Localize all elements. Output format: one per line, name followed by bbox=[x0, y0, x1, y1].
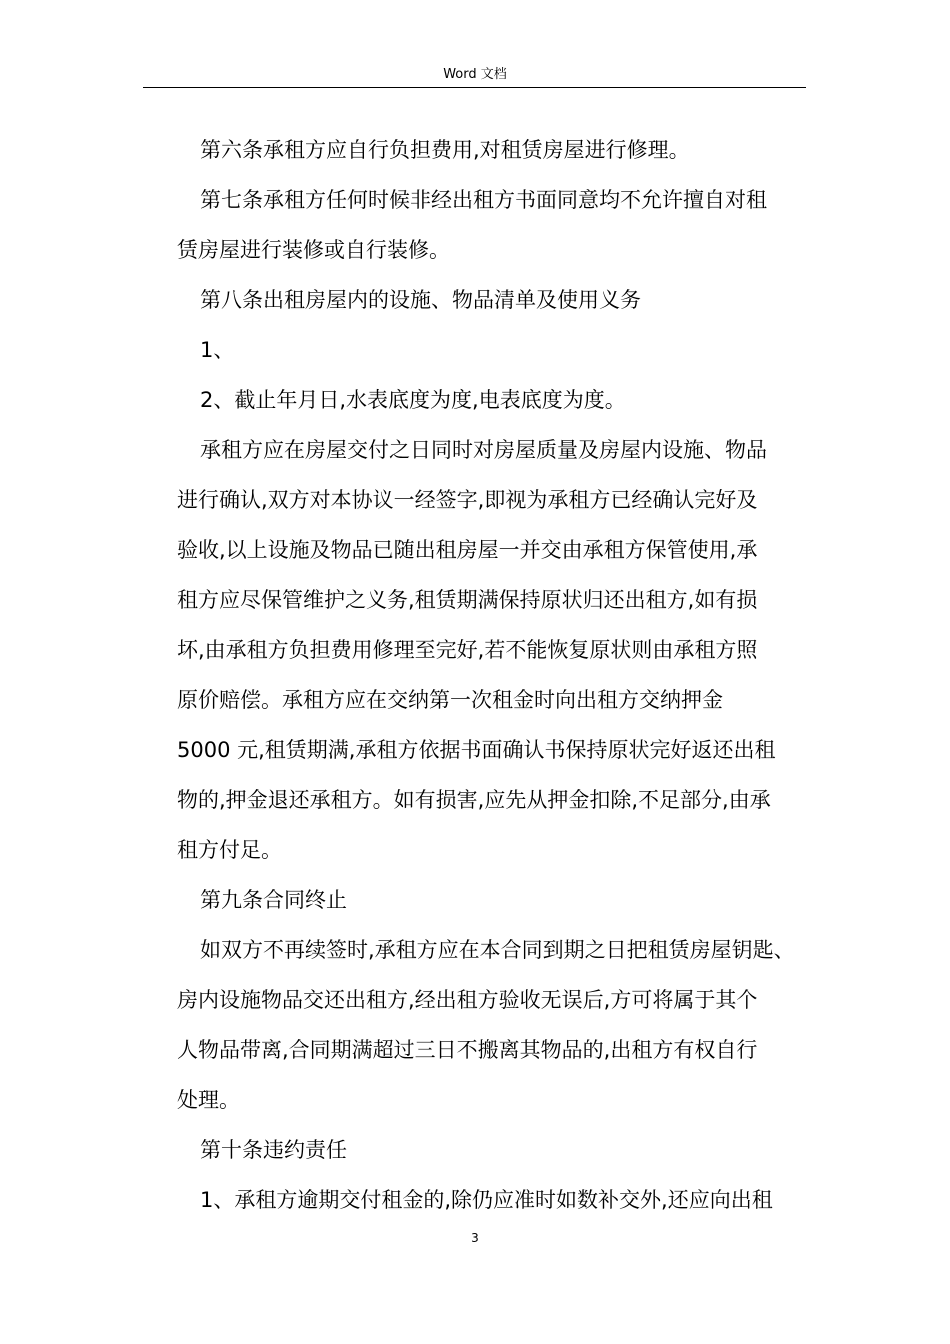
text-line: 人物品带离,合同期满超过三日不搬离其物品的,出租方有权自行 bbox=[177, 1038, 758, 1062]
text-line: 验收,以上设施及物品已随出租房屋一并交由承租方保管使用,承 bbox=[177, 538, 758, 562]
text-line: 第六条承租方应自行负担费用,对租赁房屋进行修理。 bbox=[200, 138, 690, 162]
page-header-title: Word 文档 bbox=[443, 67, 507, 82]
text-line: 赁房屋进行装修或自行装修。 bbox=[177, 238, 450, 262]
text-line: 第七条承租方任何时候非经出租方书面同意均不允许擅自对租 bbox=[200, 188, 767, 212]
text-line: 第九条合同终止 bbox=[200, 888, 347, 912]
text-line: 如双方不再续签时,承租方应在本合同到期之日把租赁房屋钥匙、 bbox=[200, 938, 795, 962]
text-line: 坏,由承租方负担费用修理至完好,若不能恢复原状则由承租方照 bbox=[177, 638, 758, 662]
text-line: 租方应尽保管维护之义务,租赁期满保持原状归还出租方,如有损 bbox=[177, 588, 758, 612]
text-line: 原价赔偿。承租方应在交纳第一次租金时向出租方交纳押金 bbox=[177, 688, 723, 712]
text-line: 进行确认,双方对本协议一经签字,即视为承租方已经确认完好及 bbox=[177, 488, 758, 512]
text-line: 承租方应在房屋交付之日同时对房屋质量及房屋内设施、物品 bbox=[200, 438, 767, 462]
text-line: 租方付足。 bbox=[177, 838, 282, 862]
text-line: 物的,押金退还承租方。如有损害,应先从押金扣除,不足部分,由承 bbox=[177, 788, 771, 812]
text-line: 5000 元,租赁期满,承租方依据书面确认书保持原状完好返还出租 bbox=[177, 738, 776, 762]
page-number: 3 bbox=[471, 1231, 479, 1245]
text-line: 2、截止年月日,水表底度为度,电表底度为度。 bbox=[200, 388, 626, 412]
text-line: 1、承租方逾期交付租金的,除仍应准时如数补交外,还应向出租 bbox=[200, 1188, 773, 1212]
text-line: 第八条出租房屋内的设施、物品清单及使用义务 bbox=[200, 288, 641, 312]
text-line: 房内设施物品交还出租方,经出租方验收无误后,方可将属于其个 bbox=[177, 988, 758, 1012]
document-body bbox=[177, 125, 817, 1225]
text-line: 第十条违约责任 bbox=[200, 1138, 347, 1162]
text-line: 1、 bbox=[200, 338, 235, 362]
text-line: 处理。 bbox=[177, 1088, 240, 1112]
header-divider bbox=[143, 87, 806, 88]
